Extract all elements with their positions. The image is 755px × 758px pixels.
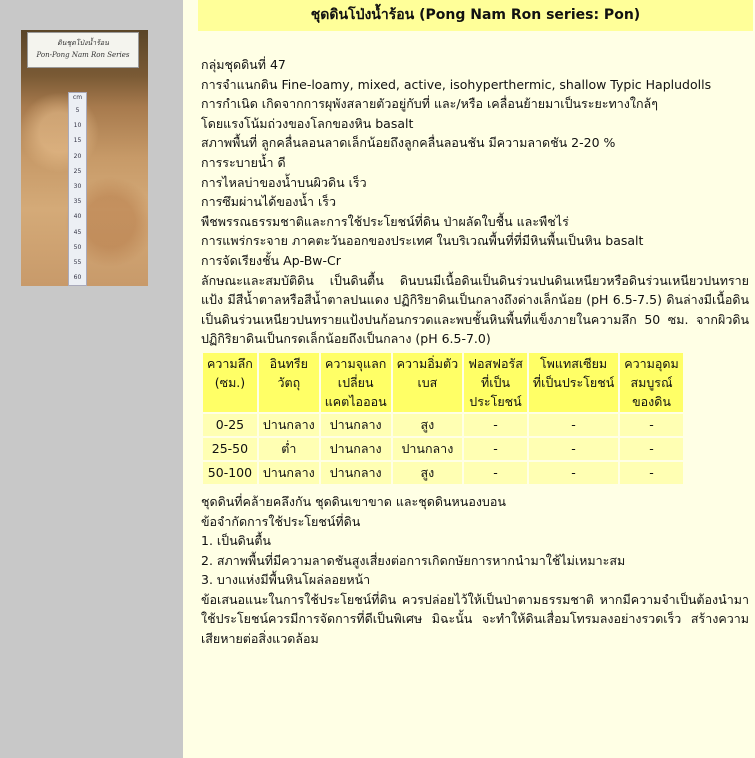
main-content (183, 0, 755, 758)
info-lines (201, 55, 749, 271)
header-text: (ซม.) (214, 374, 246, 390)
ruler-tick: 10 (73, 122, 82, 130)
header-text: แคตไอออน (324, 393, 387, 409)
table-cell: - (464, 414, 527, 436)
ruler-tick: 20 (73, 152, 82, 160)
header-text: สมบูรณ์ (630, 374, 673, 390)
header-text: ความจุแลก (325, 355, 387, 371)
table-row (203, 414, 683, 436)
measuring-ruler (68, 92, 87, 286)
table-cell: ปานกลาง (321, 462, 391, 484)
limitation-line: 3. บางแห่งมีพื้นหินโผล่ลอยหน้า (201, 572, 371, 588)
limitation-line: 1. เป็นดินตื้น (201, 533, 271, 549)
table-cell: - (620, 438, 683, 460)
table-cell: - (464, 462, 527, 484)
characteristics-text: ลักษณะและสมบัติดิน เป็นดินตื้น ดินบนมีเนื้อดินเป็นดินร่วนปนดินเหนียวหรือดินร่วนเหนียวปนทราย แป้ง มีสีน้ำตาลหรือสีน้ำตาลปนแดง ปฏิกิริยาดินเป็นกลางถึงด่างเล็กน้อย (pH 6.5-7.5) ดินล่างมีเนื้อดินเป็นดินร่วนเหนียวปนทรายแป้งปนก้อนกรวดและพบชั้นหินพื้นที่แข็งภายในความลึก 50 ซม. จากผิวดิน ปฏิกิริยาดินเป็นกรดเล็กน้อยถึงเป็นกลาง (pH 6.5-7.0) (201, 272, 749, 347)
info-line: กลุ่มชุดดินที่ 47 (201, 57, 286, 72)
table-row (203, 438, 683, 460)
table-cell: - (529, 414, 618, 436)
header-text: ที่เป็น (481, 374, 510, 390)
table-header-cell (529, 353, 618, 412)
table-header-cell (259, 353, 319, 412)
table-cell: 25-50 (203, 438, 257, 460)
table-cell: - (620, 414, 683, 436)
table-cell: ปานกลาง (321, 438, 391, 460)
sign-line-1: ดินชุดโป่งน้ำร้อน (57, 39, 109, 47)
table-header-cell (321, 353, 391, 412)
table-cell: ต่ำ (259, 438, 319, 460)
header-text: อินทรีย (269, 355, 308, 371)
header-text: ความอิ่มตัว (396, 355, 459, 371)
ruler-tick: 55 (73, 259, 82, 266)
header-text: ของดิน (632, 393, 671, 409)
soil-description (201, 55, 749, 649)
header-text: ความอุดม (624, 355, 679, 371)
table-cell: สูง (393, 462, 463, 484)
table-cell: - (529, 438, 618, 460)
info-line: โดยแรงโน้มถ่วงของโลกของหิน basalt (201, 115, 414, 131)
table-cell: ปานกลาง (259, 414, 319, 436)
info-line: การจัดเรียงชั้น Ap-Bw-Cr (201, 252, 341, 268)
ruler-tick: 5 (75, 107, 80, 114)
table-header-cell (203, 353, 257, 412)
sign-line-2: Pon-Pong Nam Ron Series (36, 51, 130, 59)
limitations-section (201, 492, 749, 590)
photo-sign (27, 32, 139, 68)
limitation-line: ข้อจำกัดการใช้ประโยชน์ที่ดิน (201, 513, 361, 529)
header-text: ฟอสฟอรัส (468, 355, 523, 371)
header-text: เบส (417, 374, 438, 390)
ruler-tick: 50 (73, 243, 82, 251)
soil-profile-photo (21, 30, 148, 286)
header-text: ที่เป็นประโยชน์ (532, 374, 615, 390)
header-text: เปลี่ยน (337, 374, 374, 390)
info-line: การจำแนกดิน Fine-loamy, mixed, active, isohyperthermic, shallow Typic Hapludolls (201, 76, 712, 92)
table-cell: - (620, 462, 683, 484)
table-cell: สูง (393, 414, 463, 436)
table-cell: 50-100 (203, 462, 257, 484)
table-row (203, 462, 683, 484)
limitation-line: 2. สภาพพื้นที่มีความลาดชันสูงเสี่ยงต่อการเกิดกษัยการหากนำมาใช้ไม่เหมาะสม (201, 552, 626, 568)
info-line: การระบายน้ำ ดี (201, 154, 286, 170)
header-text: โพแทสเซียม (539, 355, 608, 371)
ruler-tick: 35 (73, 198, 82, 206)
info-line: พืชพรรณธรรมชาติและการใช้ประโยชน์ที่ดิน ป่าผลัดใบชื้น และพืชไร่ (201, 213, 569, 229)
header-text: ประโยชน์ (469, 393, 522, 409)
table-header-row (203, 353, 683, 412)
table-cell: - (464, 438, 527, 460)
table-header-cell (620, 353, 683, 412)
page-title: ชุดดินโป่งน้ำร้อน (Pong Nam Ron series: Pon) (198, 0, 753, 31)
ruler-tick: 25 (73, 167, 82, 175)
table-cell: 0-25 (203, 414, 257, 436)
header-text: ความลึก (207, 355, 253, 371)
info-line: การกำเนิด เกิดจากการผุพังสลายตัวอยู่กับที่ และ/หรือ เคลื่อนย้ายมาเป็นระยะทางใกล้ๆ (201, 96, 658, 112)
limitation-line: ชุดดินที่คล้ายคลึงกัน ชุดดินเขาขาด และชุดดินหนองบอน (201, 493, 506, 509)
table-cell: ปานกลาง (259, 462, 319, 484)
table-cell: ปานกลาง (393, 438, 463, 460)
info-line: การซึมผ่านได้ของน้ำ เร็ว (201, 194, 337, 210)
recommendation-text: ข้อเสนอแนะในการใช้ประโยชน์ที่ดิน ควรปล่อยไว้ให้เป็นป่าตามธรรมชาติ หากมีความจำเป็นต้องนำมาใช้ประโยชน์ควรมีการจัดการที่ดีเป็นพิเศษ มิฉะนั้น จะทำให้ดินเสื่อมโทรมลงอย่างรวดเร็ว สร้างความเสียหายต่อสิ่งแวดล้อม (201, 591, 749, 647)
table-header-cell (393, 353, 463, 412)
left-panel (0, 0, 183, 758)
table-cell: - (529, 462, 618, 484)
info-line: การแพร่กระจาย ภาคตะวันออกของประเทศ ในบริเวณพื้นที่ที่มีหินพื้นเป็นหิน basalt (201, 233, 644, 249)
ruler-tick: 40 (73, 213, 82, 221)
info-line: การไหลบ่าของน้ำบนผิวดิน เร็ว (201, 174, 367, 190)
soil-properties-table (201, 351, 685, 486)
ruler-tick: 15 (73, 137, 82, 145)
ruler-tick: 45 (73, 228, 82, 236)
ruler-tick: 30 (73, 183, 82, 190)
table-header-cell (464, 353, 527, 412)
info-line: สภาพพื้นที่ ลูกคลื่นลอนลาดเล็กน้อยถึงลูกคลื่นลอนชัน มีความลาดชัน 2-20 % (201, 135, 616, 151)
header-text: วัตถุ (277, 374, 301, 390)
table-cell: ปานกลาง (321, 414, 391, 436)
ruler-unit: cm (72, 94, 83, 101)
ruler-tick: 60 (73, 274, 82, 282)
